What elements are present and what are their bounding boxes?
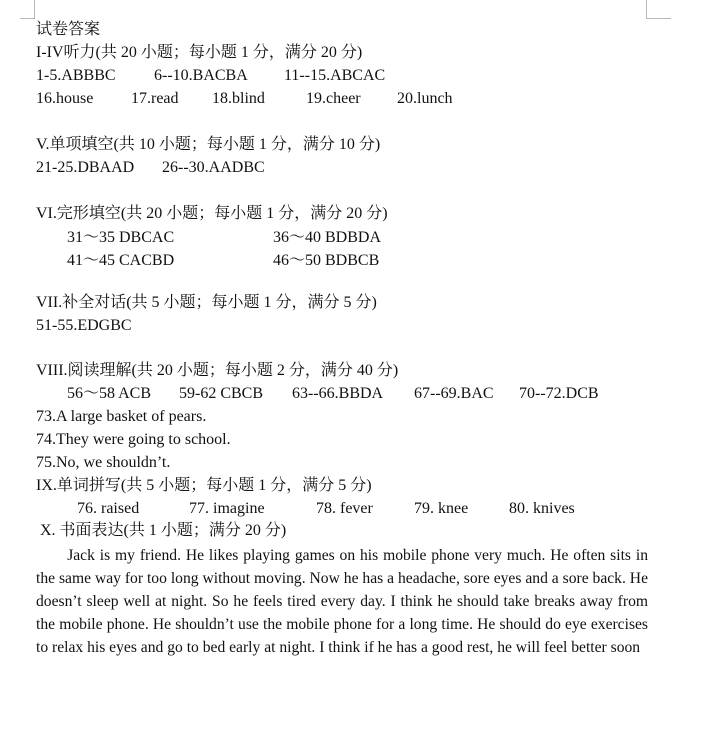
- answer-group: 59-62 CBCB: [179, 385, 264, 402]
- essay-paragraph: Jack is my friend. He likes playing games on his mobile phone very much. He often sits in the same way for too long without moving. Now he has a headache, sore eyes and a sore back. He doesn’t sleep well at night. So he feels tired every day. I think he should take breaks away from the mobile phone. He shouldn’t use the mobile phone for a long time. He should do eye exercises to relax his eyes and go to bed early at night. I think if he has a good rest, he will feel better soon: [36, 547, 648, 656]
- section-heading-listening: I-IV听力(共 20 小题；每小题 1 分，满分 20 分): [36, 44, 363, 61]
- answer-group: 11--15.ABCAC: [284, 67, 386, 84]
- answer-group: 41～45 CACBD: [67, 252, 175, 269]
- answer-group: 70--72.DCB: [519, 385, 599, 402]
- answer-group: 20.lunch: [397, 90, 453, 107]
- answer-group: 51-55.EDGBC: [36, 317, 132, 334]
- corner-crop-mark: [20, 0, 35, 19]
- section-heading-single-choice: V.单项填空(共 10 小题；每小题 1 分，满分 10 分): [36, 136, 381, 153]
- answer-group: 17.read: [131, 90, 179, 107]
- answer-group: 76. raised: [77, 500, 140, 517]
- answer-group: 21-25.DBAAD: [36, 159, 135, 176]
- corner-crop-mark: [646, 0, 671, 19]
- section-heading-dialogue: VII.补全对话(共 5 小题；每小题 1 分，满分 5 分): [36, 294, 377, 311]
- section-heading-spelling: IX.单词拼写(共 5 小题；每小题 1 分，满分 5 分): [36, 477, 372, 494]
- answer-group: 80. knives: [509, 500, 575, 517]
- answer-group: 18.blind: [212, 90, 265, 107]
- answer-group: 6--10.BACBA: [154, 67, 248, 84]
- answer-line: 74.They were going to school.: [36, 431, 231, 448]
- answer-group: 56～58 ACB: [67, 385, 152, 402]
- answer-group: 26--30.AADBC: [162, 159, 265, 176]
- answer-group: 1-5.ABBBC: [36, 67, 116, 84]
- answer-group: 36～40 BDBDA: [273, 229, 382, 246]
- answer-group: 31～35 DBCAC: [67, 229, 175, 246]
- answer-group: 67--69.BAC: [414, 385, 494, 402]
- answer-line: 73.A large basket of pears.: [36, 408, 207, 425]
- answer-group: 78. fever: [316, 500, 373, 517]
- section-heading-cloze: VI.完形填空(共 20 小题；每小题 1 分，满分 20 分): [36, 205, 388, 222]
- answer-group: 46～50 BDBCB: [273, 252, 380, 269]
- answer-group: 79. knee: [414, 500, 469, 517]
- answer-group: 77. imagine: [189, 500, 265, 517]
- answer-group: 19.cheer: [306, 90, 361, 107]
- document-title: 试卷答案: [36, 21, 101, 38]
- section-heading-reading: VIII.阅读理解(共 20 小题；每小题 2 分，满分 40 分): [36, 362, 399, 379]
- answer-group: 16.house: [36, 90, 94, 107]
- essay-block: [36, 544, 648, 659]
- answer-line: 75.No, we shouldn’t.: [36, 454, 171, 471]
- section-heading-writing: X. 书面表达(共 1 小题；满分 20 分): [40, 522, 287, 539]
- answer-group: 63--66.BBDA: [292, 385, 384, 402]
